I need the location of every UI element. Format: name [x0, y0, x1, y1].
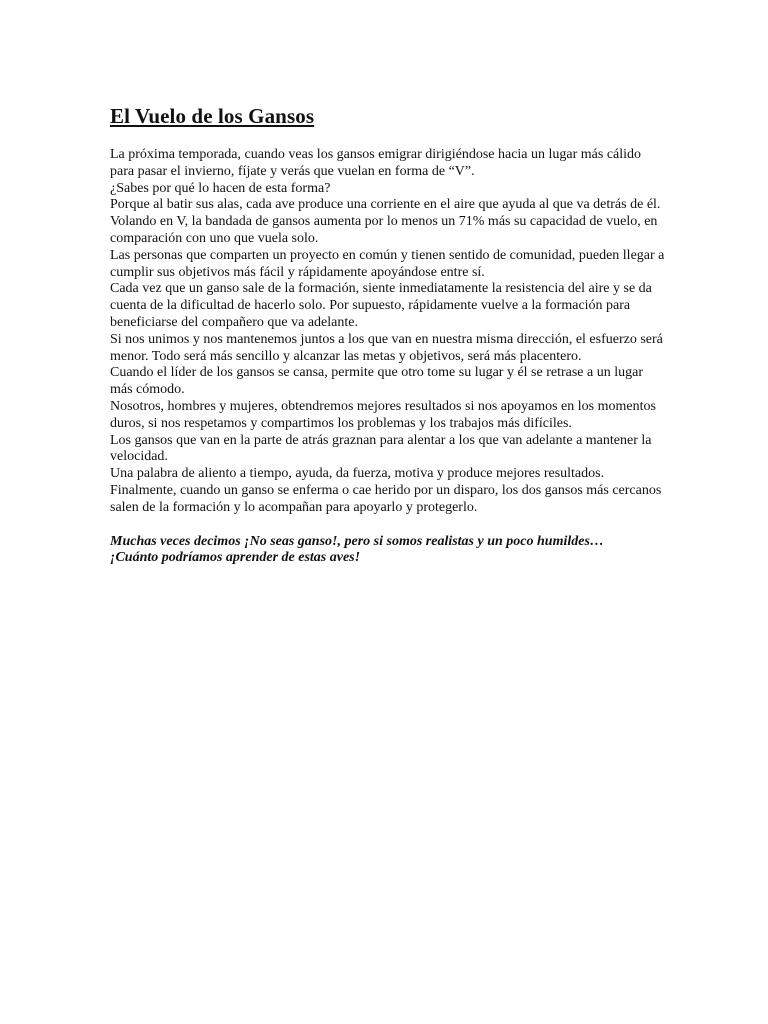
closing-line: Muchas veces decimos ¡No seas ganso!, pero si somos realistas y un poco humildes…	[110, 533, 604, 549]
document-body	[110, 147, 665, 517]
closing-quote	[110, 534, 620, 568]
paragraph: Nosotros, hombres y mujeres, obtendremos mejores resultados si nos apoyamos en los momentos duros, si nos respetamos y compartimos los problemas y los trabajos más difíciles.	[110, 398, 656, 431]
closing-line: ¡Cuánto podríamos aprender de estas aves!	[110, 550, 361, 566]
page-title: El Vuelo de los Gansos	[110, 104, 315, 128]
paragraph: Cuando el líder de los gansos se cansa, permite que otro tome su lugar y él se retrase a un lugar más cómodo.	[110, 365, 644, 398]
paragraph: Las personas que comparten un proyecto en común y tienen sentido de comunidad, pueden llegar a cumplir sus objetivos más fácil y rápidamente apoyándose entre sí.	[110, 247, 665, 280]
paragraph: Finalmente, cuando un ganso se enferma o cae herido por un disparo, los dos gansos más cercanos salen de la formación y lo acompañan para apoyarlo y protegerlo.	[110, 482, 662, 515]
paragraph: Cada vez que un ganso sale de la formación, siente inmediatamente la resistencia del aire y se da cuenta de la dificultad de hacerlo solo. Por supuesto, rápidamente vuelve a la formación para beneficiarse del compañero que va adelante.	[110, 281, 652, 330]
paragraph: Si nos unimos y nos mantenemos juntos a los que van en nuestra misma dirección, el esfuerzo será menor. Todo será más sencillo y alcanzar las metas y objetivos, será más placentero.	[110, 331, 663, 364]
paragraph: Una palabra de aliento a tiempo, ayuda, da fuerza, motiva y produce mejores resultados.	[110, 466, 605, 482]
paragraph: ¿Sabes por qué lo hacen de esta forma?	[110, 180, 331, 196]
paragraph: Porque al batir sus alas, cada ave produce una corriente en el aire que ayuda al que va detrás de él. Volando en V, la bandada de gansos aumenta por lo menos un 71% más su capacidad de vuelo, en comparación con uno que vuela solo.	[110, 197, 661, 246]
document-page	[110, 104, 665, 567]
paragraph: Los gansos que van en la parte de atrás graznan para alentar a los que van adelante a mantener la velocidad.	[110, 432, 652, 465]
paragraph: La próxima temporada, cuando veas los gansos emigrar dirigiéndose hacia un lugar más cálido para pasar el invierno, fíjate y verás que vuelan en forma de “V”.	[110, 147, 642, 179]
